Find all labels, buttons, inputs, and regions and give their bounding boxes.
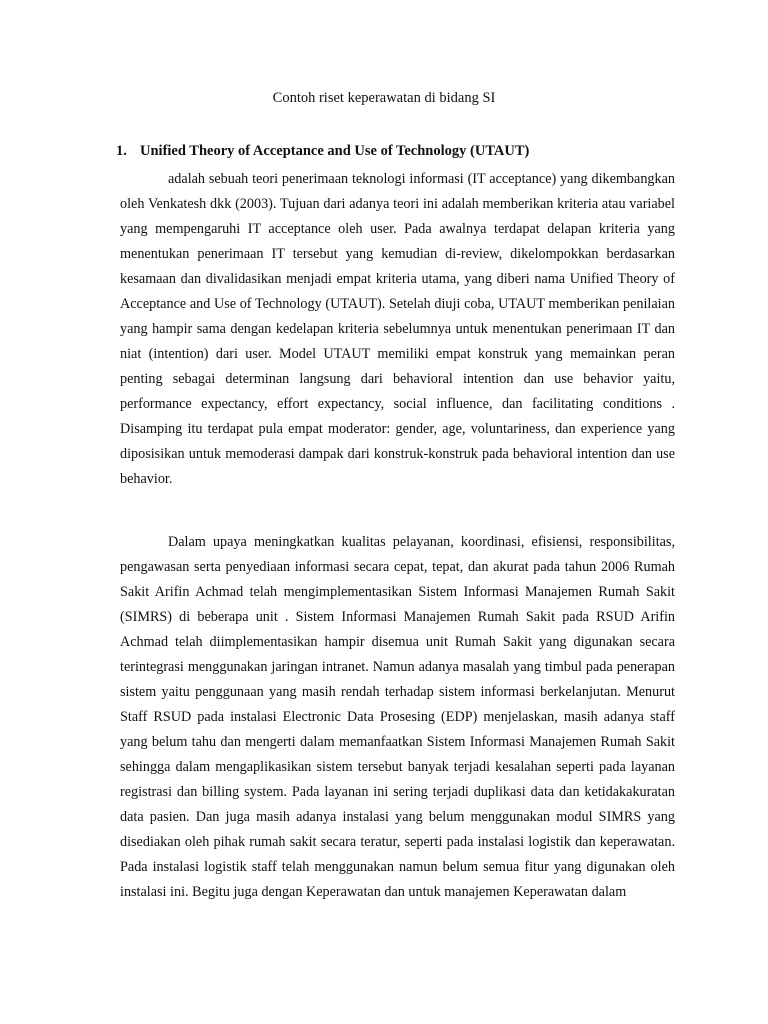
section-heading-text: Unified Theory of Acceptance and Use of Technology (UTAUT): [140, 143, 530, 159]
section-number: 1.: [116, 143, 127, 159]
paragraph-simrs-background: Dalam upaya meningkatkan kualitas pelayanan, koordinasi, efisiensi, responsibilitas, pengawasan serta penyediaan informasi secara cepat, tepat, dan akurat pada tahun 2006 Rumah Sakit Arifin Achmad telah mengimplementasikan Sistem Informasi Manajemen Rumah Sakit (SIMRS) di beberapa unit . Sistem Informasi Manajemen Rumah Sakit pada RSUD Arifin Achmad telah diimplementasikan hampir disemua unit Rumah Sakit yang digunakan secara terintegrasi menggunakan jaringan intranet. Namun adanya masalah yang timbul pada penerapan sistem yaitu penggunaan yang masih rendah terhadap sistem informasi berkelanjutan. Menurut Staff RSUD pada instalasi Electronic Data Prosesing (EDP) menjelaskan, masih adanya staff yang belum tahu dan mengerti dalam memanfaatkan Sistem Informasi Manajemen Rumah Sakit sehingga dalam mengaplikasikan sistem tersebut banyak terjadi kesalahan seperti pada layanan registrasi dan billing system. Pada layanan ini sering terjadi duplikasi data dan ketidakakuratan data pasien. Dan juga masih adanya instalasi yang belum menggunakan modul SIMRS yang disediakan oleh pihak rumah sakit secara teratur, seperti pada instalasi logistik dan keperawatan. Pada instalasi logistik staff telah menggunakan namun belum semua fitur yang digunakan oleh instalasi ini. Begitu juga dengan Keperawatan dan untuk manajemen Keperawatan dalam: [120, 534, 675, 900]
section-heading: [116, 141, 529, 161]
document-title: Contoh riset keperawatan di bidang SI: [272, 90, 496, 106]
paragraph-utaut-definition: adalah sebuah teori penerimaan teknologi informasi (IT acceptance) yang dikembangkan oleh Venkatesh dkk (2003). Tujuan dari adanya teori ini adalah memberikan kriteria atau variabel yang mempengaruhi IT acceptance oleh user. Pada awalnya terdapat delapan kriteria yang menentukan penerimaan IT tersebut yang kemudian di-review, dikelompokkan berdasarkan kesamaan dan divalidasikan menjadi empat kriteria utama, yang diberi nama Unified Theory of Acceptance and Use of Technology (UTAUT). Setelah diuji coba, UTAUT memberikan penilaian yang hampir sama dengan kedelapan kriteria sebelumnya untuk menentukan penerimaan IT dan niat (intention) dari user. Model UTAUT memiliki empat konstruk yang memainkan peran penting sebagai determinan langsung dari behavioral intention dan use behavior yaitu, performance expectancy, effort expectancy, social influence, dan facilitating conditions . Disamping itu terdapat pula empat moderator: gender, age, voluntariness, dan experience yang diposisikan untuk memoderasi dampak dari konstruk-konstruk pada behavioral intention dan use behavior.: [120, 171, 675, 487]
